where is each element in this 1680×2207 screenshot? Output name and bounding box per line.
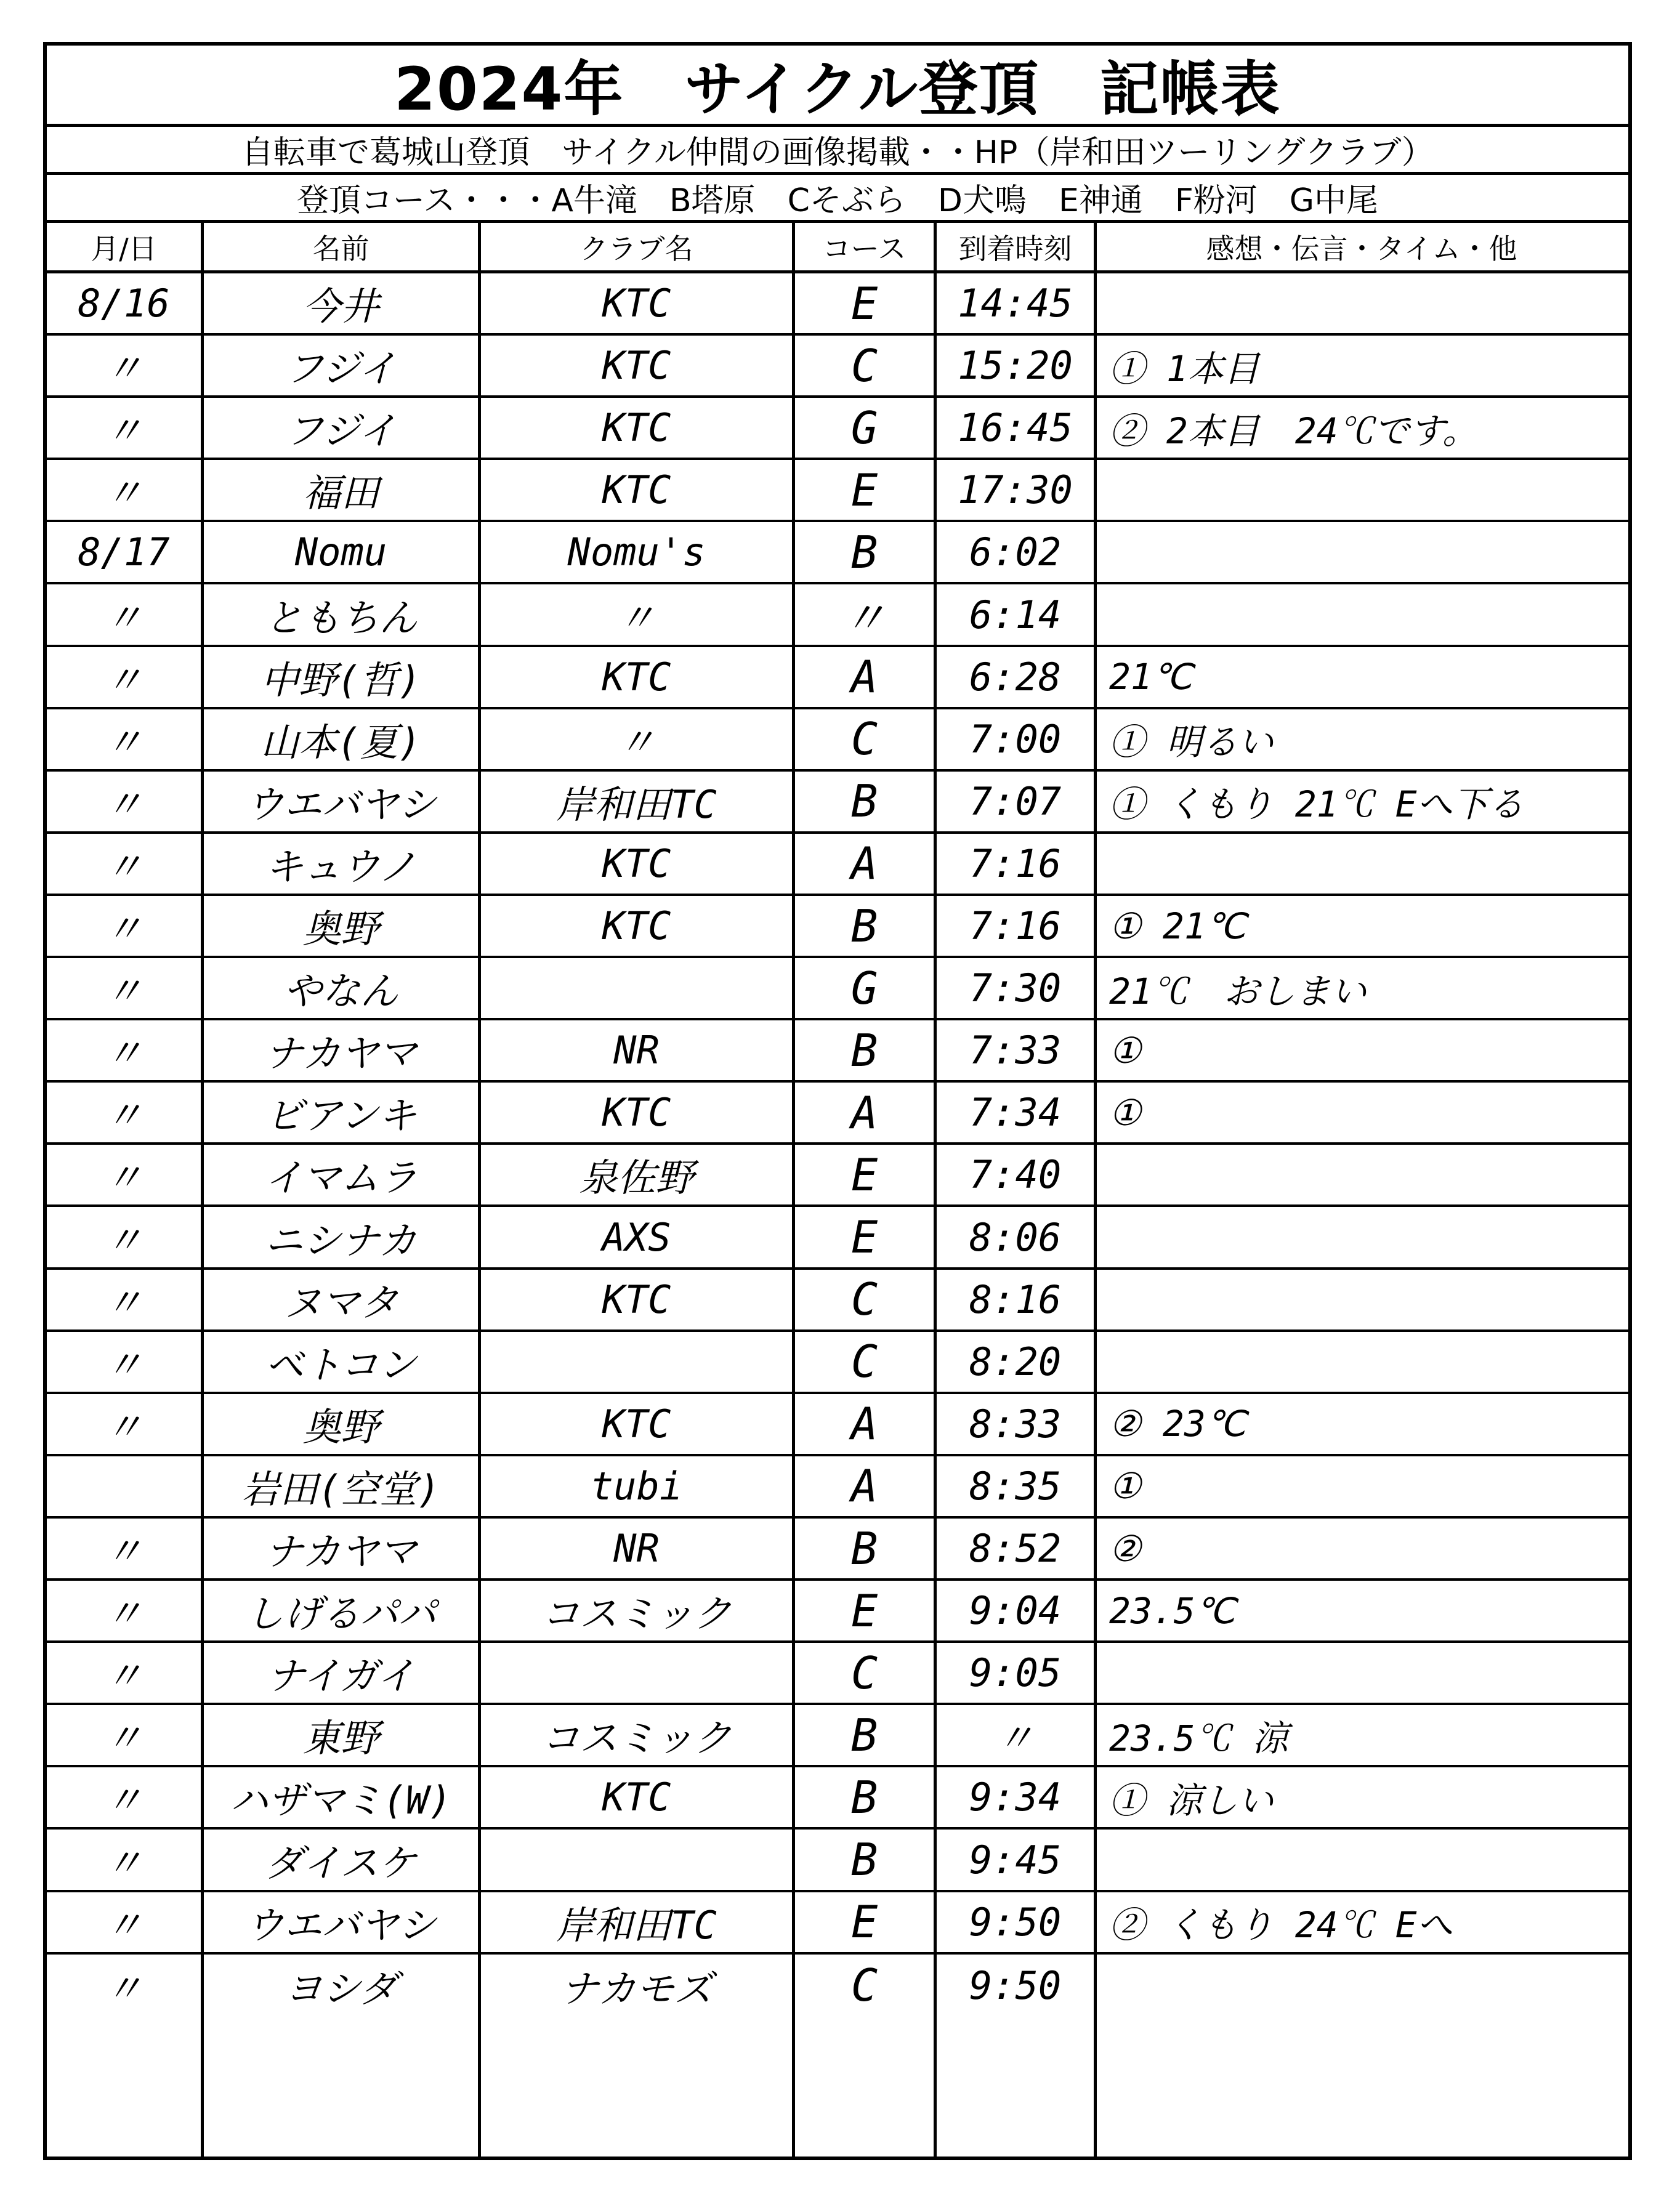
column-header-row — [47, 223, 1628, 273]
course-cell: E — [850, 464, 878, 516]
table-row — [47, 460, 1628, 522]
course-cell: A — [850, 837, 878, 890]
table-row — [47, 273, 1628, 336]
course-cell: A — [850, 1086, 878, 1139]
table-row — [47, 1830, 1628, 1892]
table-row — [47, 647, 1628, 709]
notes-cell — [1097, 1643, 1626, 1703]
notes-cell: ① 21℃ — [1109, 905, 1246, 947]
name-cell: しげるパパ — [245, 1591, 437, 1637]
time-cell: 9:45 — [969, 1837, 1062, 1882]
name-cell: 今井 — [302, 284, 379, 329]
table-row — [47, 1705, 1628, 1767]
name-cell: 奥野 — [302, 906, 379, 952]
name-cell: ナカヤマ — [265, 1529, 417, 1575]
club-cell: NR — [613, 1526, 660, 1572]
name-cell: フジイ — [285, 346, 397, 392]
time-cell: 9:50 — [969, 1963, 1062, 2008]
name-cell: ダイスケ — [265, 1840, 417, 1886]
course-cell: C — [850, 1336, 878, 1388]
notes-cell: ① — [1109, 1029, 1141, 1071]
date-cell: 〃 — [104, 1217, 143, 1263]
course-cell: C — [850, 1273, 878, 1326]
notes-cell: ② 2本目 24℃です。 — [1109, 410, 1479, 452]
date-cell: 〃 — [104, 657, 143, 703]
notes-cell — [1097, 1955, 1626, 2017]
table-row — [47, 585, 1628, 647]
course-cell: C — [850, 339, 878, 392]
time-cell: 8:20 — [969, 1339, 1062, 1384]
course-cell: B — [850, 1834, 878, 1886]
table-row — [47, 834, 1628, 896]
time-cell: 7:34 — [969, 1090, 1062, 1136]
time-cell: 7:33 — [969, 1028, 1062, 1073]
club-cell: KTC — [602, 1401, 671, 1446]
time-cell: 17:30 — [958, 467, 1073, 513]
course-cell: C — [850, 1647, 878, 1699]
course-cell: B — [850, 1024, 878, 1076]
club-cell: KTC — [602, 903, 671, 949]
course-cell: A — [850, 1460, 878, 1512]
club-cell: 泉佐野 — [579, 1155, 694, 1201]
table-row — [47, 1767, 1628, 1830]
date-cell: 〃 — [104, 969, 143, 1014]
name-cell: フジイ — [285, 408, 397, 454]
table-row — [47, 1270, 1628, 1332]
name-cell: 岩田(空堂) — [241, 1466, 440, 1512]
table-row — [47, 1892, 1628, 1955]
date-cell: 〃 — [104, 1404, 143, 1450]
date-cell: 〃 — [104, 781, 143, 827]
notes-cell: 23.5℃ 涼 — [1109, 1717, 1288, 1759]
club-cell: tubi — [590, 1463, 683, 1509]
date-cell: 8/16 — [78, 281, 170, 326]
time-cell: 8:06 — [969, 1214, 1062, 1260]
time-cell: 16:45 — [958, 405, 1073, 451]
notes-cell — [1097, 460, 1626, 520]
notes-cell: ① — [1109, 1465, 1141, 1507]
course-cell: G — [850, 401, 878, 454]
notes-cell: ② 23℃ — [1109, 1403, 1246, 1445]
time-cell: 7:00 — [969, 716, 1062, 762]
course-cell: E — [850, 1148, 878, 1201]
notes-cell — [1097, 273, 1626, 333]
date-cell: 〃 — [104, 719, 143, 765]
course-cell: A — [850, 651, 878, 703]
table-row — [47, 1955, 1628, 2017]
date-cell: 〃 — [104, 1840, 143, 1886]
club-cell — [481, 1830, 792, 1890]
time-cell: 8:52 — [969, 1526, 1062, 1572]
date-cell: 〃 — [104, 1031, 143, 1076]
notes-cell: ① 1本目 — [1109, 347, 1259, 390]
name-cell: ビアンキ — [265, 1093, 417, 1139]
time-cell: 6:14 — [969, 592, 1062, 637]
course-cell: C — [850, 1959, 878, 2012]
name-cell: ヌマタ — [283, 1280, 398, 1325]
date-cell: 〃 — [104, 1529, 143, 1575]
course-cell: A — [850, 1398, 878, 1450]
club-cell: KTC — [602, 1090, 671, 1136]
date-cell: 8/17 — [78, 530, 170, 575]
entry-rows — [47, 273, 1628, 2157]
club-cell: コスミック — [541, 1591, 732, 1637]
name-cell: ベトコン — [265, 1342, 417, 1387]
table-row — [47, 336, 1628, 398]
sheet-subtitle: 自転車で葛城山登頂 サイクル仲間の画像掲載・・HP（岸和田ツーリングクラブ） — [47, 127, 1628, 175]
course-cell: B — [850, 1771, 878, 1823]
club-cell: KTC — [602, 405, 671, 451]
time-cell: 8:35 — [969, 1463, 1062, 1509]
time-cell: 7:40 — [969, 1152, 1062, 1198]
table-row — [47, 1581, 1628, 1643]
name-cell: 東野 — [302, 1716, 379, 1761]
club-cell — [481, 1332, 792, 1392]
time-cell: 9:50 — [969, 1899, 1062, 1945]
name-cell: ハザマミ(W) — [230, 1778, 452, 1823]
table-row — [47, 772, 1628, 834]
table-row — [47, 522, 1628, 584]
club-cell: KTC — [602, 654, 671, 700]
time-cell: 9:34 — [969, 1775, 1062, 1820]
time-cell: 〃 — [996, 1716, 1035, 1761]
date-cell: 〃 — [104, 595, 143, 640]
table-row — [47, 1519, 1628, 1581]
notes-cell: ② — [1109, 1527, 1141, 1570]
name-cell: ニシナカ — [265, 1217, 417, 1263]
table-row — [47, 1456, 1628, 1519]
time-cell: 7:16 — [969, 841, 1062, 886]
column-header-notes: 感想・伝言・タイム・他 — [1206, 232, 1517, 265]
date-cell: 〃 — [104, 1716, 143, 1761]
time-cell: 7:30 — [969, 966, 1062, 1011]
name-cell: キュウノ — [265, 844, 417, 889]
date-cell: 〃 — [104, 1591, 143, 1637]
date-cell: 〃 — [104, 1342, 143, 1387]
name-cell: 中野(哲) — [260, 657, 421, 703]
name-cell: ナイガイ — [267, 1653, 415, 1699]
name-cell: ヨシダ — [284, 1966, 398, 2011]
course-cell: C — [850, 713, 878, 765]
date-cell: 〃 — [104, 906, 143, 952]
time-cell: 7:07 — [969, 778, 1062, 824]
name-cell: 奥野 — [302, 1404, 379, 1450]
date-cell: 〃 — [104, 1966, 143, 2011]
name-cell: 福田 — [302, 470, 379, 516]
name-cell: ウエバヤシ — [245, 1902, 437, 1948]
table-row — [47, 1020, 1628, 1083]
date-cell: 〃 — [104, 1902, 143, 1948]
course-cell: B — [850, 900, 878, 952]
sign-in-sheet — [43, 42, 1632, 2160]
date-cell — [47, 1456, 201, 1516]
notes-cell — [1097, 834, 1626, 894]
notes-cell — [1097, 585, 1626, 645]
club-cell: KTC — [602, 1277, 671, 1322]
course-cell: E — [850, 277, 878, 329]
notes-cell — [1097, 1208, 1626, 1267]
name-cell: 山本(夏) — [260, 719, 421, 765]
club-cell: KTC — [602, 343, 671, 389]
notes-cell — [1097, 1145, 1626, 1204]
club-cell: 〃 — [617, 595, 656, 640]
course-cell: B — [850, 1709, 878, 1761]
date-cell: 〃 — [104, 408, 143, 454]
course-cell: B — [850, 775, 878, 828]
date-cell: 〃 — [104, 1093, 143, 1139]
table-row — [47, 1208, 1628, 1270]
club-cell: 岸和田TC — [556, 781, 717, 827]
name-cell: Nomu — [294, 530, 387, 575]
table-row — [47, 1643, 1628, 1705]
time-cell: 9:04 — [969, 1588, 1062, 1634]
time-cell: 6:02 — [969, 530, 1062, 575]
table-row — [47, 1332, 1628, 1394]
time-cell: 8:16 — [969, 1277, 1062, 1322]
column-header-time: 到着時刻 — [958, 232, 1072, 265]
column-header-course: コース — [822, 232, 907, 265]
time-cell: 8:33 — [969, 1401, 1062, 1446]
notes-cell: ① 涼しい — [1109, 1779, 1274, 1822]
time-cell: 14:45 — [958, 281, 1073, 326]
table-row — [47, 896, 1628, 958]
course-cell: 〃 — [842, 592, 887, 645]
notes-cell: ① — [1109, 1091, 1141, 1134]
table-row — [47, 958, 1628, 1020]
club-cell — [481, 958, 792, 1018]
time-cell: 9:05 — [969, 1650, 1062, 1696]
name-cell: ウエバヤシ — [245, 781, 437, 827]
column-header-club: クラブ名 — [580, 232, 693, 265]
date-cell: 〃 — [104, 844, 143, 889]
course-cell: G — [850, 962, 878, 1014]
sheet-title: 2024年 サイクル登頂 記帳表 — [47, 46, 1628, 127]
column-header-name: 名前 — [312, 232, 370, 265]
date-cell: 〃 — [104, 1778, 143, 1823]
course-cell: E — [850, 1584, 878, 1637]
club-cell: 〃 — [617, 719, 656, 765]
table-row — [47, 398, 1628, 460]
club-cell: AXS — [602, 1214, 671, 1260]
name-cell: ともちん — [264, 595, 418, 640]
column-header-date: 月/日 — [91, 232, 157, 265]
notes-cell: ② くもり 24℃ Eへ — [1109, 1904, 1453, 1947]
club-cell: コスミック — [541, 1716, 732, 1761]
date-cell: 〃 — [104, 346, 143, 392]
notes-cell: 21℃ おしまい — [1109, 970, 1367, 1012]
name-cell: イマムラ — [264, 1155, 418, 1201]
club-cell: KTC — [602, 841, 671, 886]
club-cell: KTC — [602, 1775, 671, 1820]
time-cell: 6:28 — [969, 654, 1062, 700]
table-row — [47, 709, 1628, 772]
notes-cell — [1097, 1830, 1626, 1890]
notes-cell: ① くもり 21℃ Eへ下る — [1109, 783, 1524, 826]
date-cell: 〃 — [104, 1280, 143, 1325]
table-row — [47, 1145, 1628, 1207]
notes-cell — [1097, 1332, 1626, 1392]
date-cell: 〃 — [104, 470, 143, 516]
club-cell — [481, 1643, 792, 1703]
time-cell: 15:20 — [958, 343, 1073, 389]
time-cell: 7:16 — [969, 903, 1062, 949]
course-cell: E — [850, 1896, 878, 1948]
notes-cell: 23.5℃ — [1109, 1589, 1235, 1632]
course-cell: B — [850, 1522, 878, 1575]
notes-cell — [1097, 522, 1626, 582]
notes-cell: ① 明るい — [1109, 721, 1274, 764]
club-cell: KTC — [602, 467, 671, 513]
course-legend: 登頂コース・・・A牛滝 B塔原 Cそぶら D犬鳴 E神通 F粉河 G中尾 — [47, 175, 1628, 223]
club-cell: KTC — [602, 281, 671, 326]
table-row — [47, 1083, 1628, 1145]
course-cell: E — [850, 1211, 878, 1264]
club-cell: Nomu's — [567, 530, 706, 575]
table-row — [47, 1394, 1628, 1456]
notes-cell — [1097, 1270, 1626, 1329]
club-cell: NR — [613, 1028, 660, 1073]
name-cell: やなん — [283, 969, 398, 1014]
notes-cell: 21℃ — [1109, 656, 1192, 698]
club-cell: 岸和田TC — [556, 1902, 717, 1948]
name-cell: ナカヤマ — [265, 1031, 417, 1076]
course-cell: B — [850, 526, 878, 578]
club-cell: ナカモズ — [560, 1966, 713, 2011]
date-cell: 〃 — [104, 1155, 143, 1201]
date-cell: 〃 — [104, 1653, 143, 1699]
